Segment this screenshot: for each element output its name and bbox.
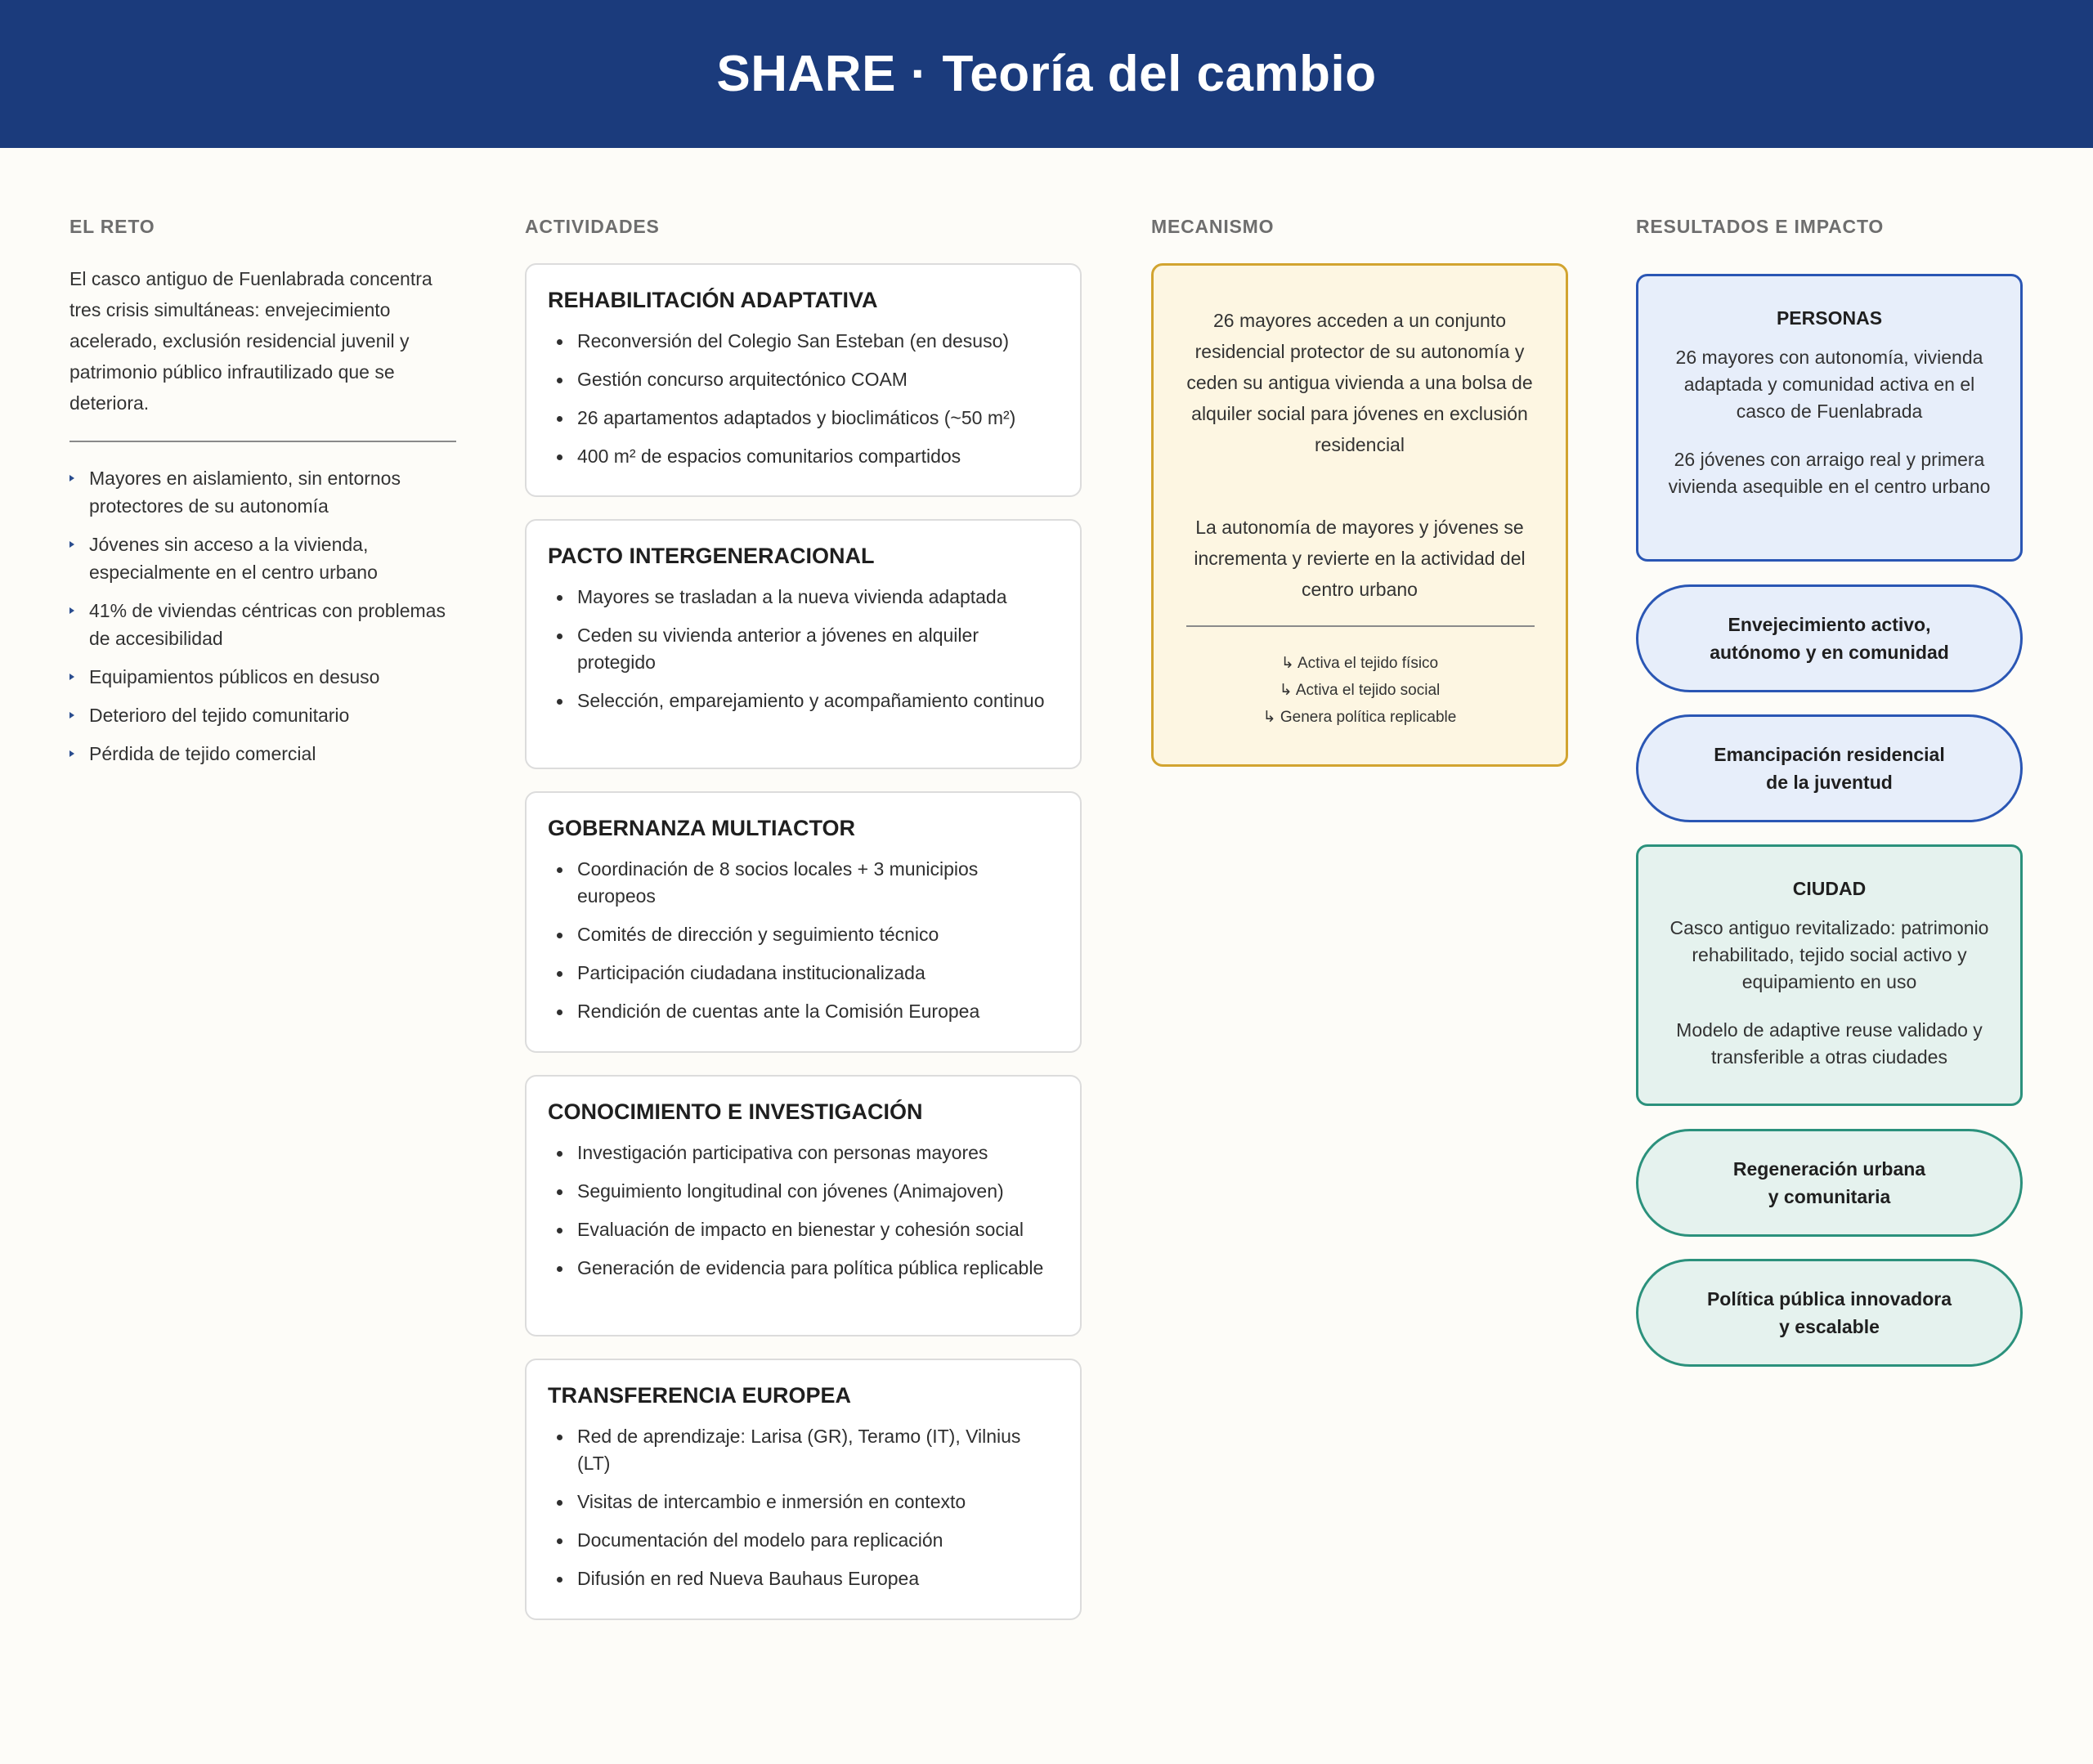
activity-item [548, 405, 1059, 432]
triangle-bullet-icon [69, 607, 74, 614]
bullet-dot-icon [557, 339, 562, 345]
activity-item [548, 1139, 1059, 1166]
challenge-item [69, 597, 462, 652]
activity-item [548, 1489, 1059, 1516]
challenge-divider [69, 441, 456, 442]
activity-item [548, 1565, 1059, 1592]
challenge-intro: El casco antiguo de Fuenlabrada concentra tres crisis simultáneas: envejecimiento acelerado, exclusión residencial juvenil y patrimonio público infrautilizado que se deteriora. [69, 268, 432, 414]
bullet-dot-icon [557, 699, 562, 705]
activity-item-text: Mayores se trasladan a la nueva vivienda adaptada [577, 586, 1007, 607]
triangle-bullet-icon [69, 674, 74, 680]
activity-item [548, 1216, 1059, 1243]
mechanism-divider [1186, 625, 1535, 627]
activity-card-conocimiento [525, 1075, 1082, 1336]
activity-item [548, 1255, 1059, 1282]
activity-list [548, 584, 1059, 714]
activity-item-text: Rendición de cuentas ante la Comisión Europea [577, 1001, 980, 1022]
results-people-elders: 26 mayores con autonomía, vivienda adaptada y comunidad activa en el casco de Fuenlabrada [1675, 347, 1983, 422]
activity-title: PACTO INTERGENERACIONAL [548, 544, 875, 568]
bullet-dot-icon [557, 971, 562, 977]
challenge-item [69, 701, 462, 729]
results-city-title: CIUDAD [1792, 878, 1867, 899]
column-title-results: RESULTADOS E IMPACTO [1636, 216, 1885, 237]
bullet-dot-icon [557, 1500, 562, 1506]
results-city-model: Modelo de adaptive reuse validado y transferible a otras ciudades [1676, 1019, 1983, 1068]
activity-item-text: Coordinación de 8 socios locales + 3 municipios europeos [577, 858, 979, 907]
activity-item-text: Participación ciudadana institucionalizada [577, 962, 925, 983]
challenge-item-text: Equipamientos públicos en desuso [89, 666, 380, 687]
bullet-dot-icon [557, 1435, 562, 1440]
bullet-dot-icon [557, 416, 562, 422]
bullet-dot-icon [557, 454, 562, 460]
challenge-item [69, 464, 462, 520]
bullet-dot-icon [557, 1538, 562, 1544]
challenge-item-text: Mayores en aislamiento, sin entornos protectores de su autonomía [89, 468, 401, 517]
activity-list [548, 856, 1059, 1025]
activity-list [548, 1139, 1059, 1282]
activity-item [548, 1527, 1059, 1554]
activity-item-text: 26 apartamentos adaptados y bioclimáticos (~50 m²) [577, 407, 1016, 428]
challenge-item-text: 41% de viviendas céntricas con problemas de accesibilidad [89, 600, 446, 649]
bullet-dot-icon [557, 1577, 562, 1583]
challenge-item-text: Deterioro del tejido comunitario [89, 705, 350, 726]
bullet-dot-icon [557, 1189, 562, 1195]
challenge-item [69, 740, 462, 768]
results-people-box [1636, 274, 2023, 562]
challenge-list [69, 464, 462, 778]
activity-item-text: Evaluación de impacto en bienestar y cohesión social [577, 1219, 1024, 1240]
bullet-dot-icon [557, 634, 562, 639]
bullet-dot-icon [557, 1010, 562, 1015]
activity-item [548, 366, 1059, 393]
mechanism-box [1151, 263, 1568, 767]
column-title-mechanism: MECANISMO [1151, 216, 1275, 237]
bullet-dot-icon [557, 1228, 562, 1233]
bullet-dot-icon [557, 1266, 562, 1272]
outcome-pill-urban-regeneration: Regeneración urbana y comunitaria [1636, 1129, 2023, 1237]
activity-item-text: Generación de evidencia para política pública replicable [577, 1257, 1044, 1278]
results-people-title: PERSONAS [1776, 307, 1883, 329]
activity-item-text: Difusión en red Nueva Bauhaus Europea [577, 1568, 920, 1589]
activity-item [548, 328, 1059, 355]
results-people-youth: 26 jóvenes con arraigo real y primera vivienda asequible en el centro urbano [1668, 449, 1991, 497]
activity-item [548, 998, 1059, 1025]
bullet-dot-icon [557, 1151, 562, 1157]
challenge-item [69, 531, 462, 586]
activity-item [548, 584, 1059, 611]
activity-item-text: Reconversión del Colegio San Esteban (en desuso) [577, 330, 1010, 351]
activity-item [548, 687, 1059, 714]
activity-card-rehabilitacion [525, 263, 1082, 497]
page-header [0, 0, 2093, 148]
outcome-pill-active-ageing: Envejecimiento activo, autónomo y en comunidad [1636, 584, 2023, 692]
outcome-pill-public-policy: Política pública innovadora y escalable [1636, 1259, 2023, 1367]
mechanism-description: 26 mayores acceden a un conjunto residencial protector de su autonomía y ceden su antigua vivienda a una bolsa de alquiler social para jóvenes en exclusión residencial [1186, 310, 1533, 455]
results-city-revitalized: Casco antiguo revitalizado: patrimonio rehabilitado, tejido social activo y equipamiento en uso [1669, 917, 1989, 992]
activity-item-text: Investigación participativa con personas mayores [577, 1142, 988, 1163]
activity-item-text: Seguimiento longitudinal con jóvenes (Animajoven) [577, 1180, 1004, 1202]
mechanism-effect: ↳ Activa el tejido social [1279, 682, 1441, 699]
triangle-bullet-icon [69, 475, 74, 481]
activity-item-text: 400 m² de espacios comunitarios compartidos [577, 445, 961, 467]
mechanism-effects [1154, 650, 1566, 731]
activity-item-text: Visitas de intercambio e inmersión en contexto [577, 1491, 966, 1512]
bullet-dot-icon [557, 933, 562, 938]
outcome-pill-youth-emancipation: Emancipación residencial de la juventud [1636, 714, 2023, 822]
activity-title: GOBERNANZA MULTIACTOR [548, 816, 855, 840]
bullet-dot-icon [557, 378, 562, 383]
activity-item-text: Gestión concurso arquitectónico COAM [577, 369, 908, 390]
activity-list [548, 328, 1059, 470]
triangle-bullet-icon [69, 712, 74, 719]
bullet-dot-icon [557, 595, 562, 601]
activity-item [548, 443, 1059, 470]
challenge-item-text: Jóvenes sin acceso a la vivienda, especialmente en el centro urbano [89, 534, 378, 583]
activity-item-text: Selección, emparejamiento y acompañamiento continuo [577, 690, 1045, 711]
activity-card-pacto [525, 519, 1082, 769]
triangle-bullet-icon [69, 750, 74, 757]
activity-item [548, 1423, 1059, 1477]
activity-item [548, 856, 1059, 910]
activity-item-text: Documentación del modelo para replicación [577, 1529, 943, 1551]
activity-title: TRANSFERENCIA EUROPEA [548, 1383, 852, 1408]
activity-title: REHABILITACIÓN ADAPTATIVA [548, 288, 878, 312]
column-title-activities: ACTIVIDADES [525, 216, 660, 237]
mechanism-outcome: La autonomía de mayores y jóvenes se incrementa y revierte en la actividad del centro urbano [1194, 517, 1526, 600]
activity-item [548, 622, 1059, 676]
activity-item-text: Comités de dirección y seguimiento técnico [577, 924, 939, 945]
activity-card-transferencia [525, 1359, 1082, 1620]
bullet-dot-icon [557, 867, 562, 873]
mechanism-effect: ↳ Activa el tejido físico [1280, 655, 1439, 672]
activity-item [548, 960, 1059, 987]
results-city-box [1636, 844, 2023, 1106]
mechanism-effect: ↳ Genera política replicable [1262, 709, 1457, 726]
page-title: SHARE · Teoría del cambio [716, 46, 1377, 102]
activity-card-gobernanza [525, 791, 1082, 1053]
challenge-item-text: Pérdida de tejido comercial [89, 743, 316, 764]
activity-title: CONOCIMIENTO E INVESTIGACIÓN [548, 1099, 923, 1124]
activity-list [548, 1423, 1059, 1592]
challenge-item [69, 663, 462, 691]
activity-item [548, 1178, 1059, 1205]
column-title-challenge: EL RETO [69, 216, 155, 237]
activity-item-text: Ceden su vivienda anterior a jóvenes en alquiler protegido [577, 625, 979, 673]
activity-item-text: Red de aprendizaje: Larisa (GR), Teramo (IT), Vilnius (LT) [577, 1426, 1021, 1474]
triangle-bullet-icon [69, 541, 74, 548]
activity-item [548, 921, 1059, 948]
